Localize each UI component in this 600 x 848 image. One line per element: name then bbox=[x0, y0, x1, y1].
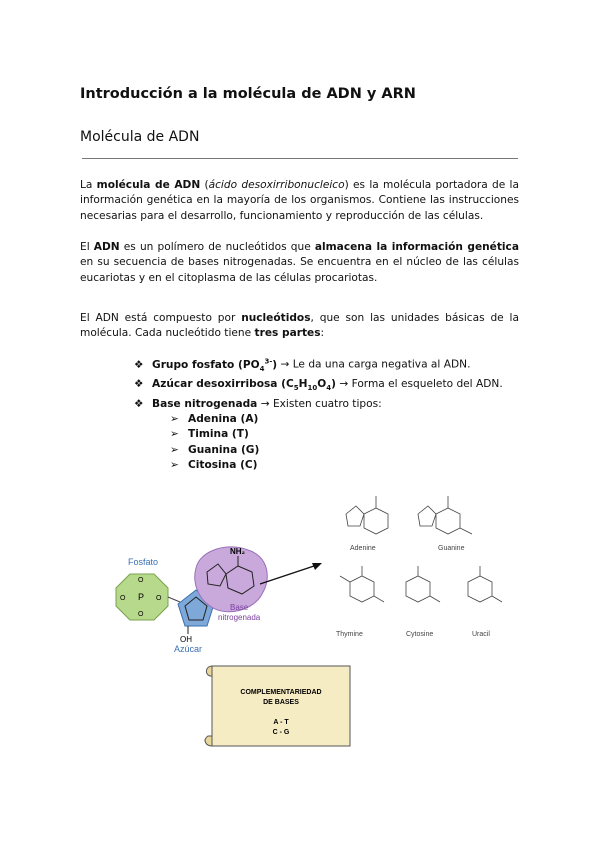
base-name: Citosina (C) bbox=[188, 459, 258, 472]
scroll-title: COMPLEMENTARIEDAD bbox=[240, 689, 322, 696]
diamond-bullet-icon: ❖ bbox=[134, 378, 144, 391]
molecule-label: Uracil bbox=[472, 631, 490, 638]
list-item-base bbox=[134, 443, 503, 458]
text: → Forma el esqueleto del ADN. bbox=[336, 378, 503, 391]
oxygen-atom: O bbox=[156, 595, 162, 602]
phosphate-label: Fosfato bbox=[128, 557, 159, 567]
parts-list bbox=[134, 354, 503, 474]
base-label-1: Base bbox=[230, 603, 249, 612]
phosphate-atom: P bbox=[138, 592, 145, 602]
base-pair: C - G bbox=[272, 729, 290, 736]
bold-term: Base nitrogenada bbox=[152, 397, 258, 410]
pyrimidine-structures bbox=[340, 566, 502, 602]
bold-term: nucleótidos bbox=[241, 312, 311, 324]
base-pair: A - T bbox=[273, 719, 289, 726]
bold-term: ADN bbox=[93, 241, 120, 253]
bold-term: Azúcar desoxirribosa $(C_5H_{10}O_4)$ bbox=[152, 378, 336, 393]
oxygen-atom: O bbox=[138, 611, 144, 618]
scroll-title: DE BASES bbox=[263, 699, 299, 706]
bold-term: almacena la información genética bbox=[314, 241, 519, 253]
bold-term: Grupo fosfato $(PO_4^{3-})$ bbox=[152, 357, 278, 373]
paragraph-definition bbox=[80, 178, 519, 224]
molecule-label: Thymine bbox=[336, 631, 363, 638]
bold-term: molécula de ADN bbox=[96, 179, 201, 191]
oxygen-atom: O bbox=[120, 595, 126, 602]
list-item-base bbox=[134, 427, 503, 442]
list-item bbox=[134, 377, 503, 397]
text: El ADN está compuesto por bbox=[80, 312, 242, 324]
text: ) es la molécula portadora de la información genética en la mayoría de los organismos. Contiene las instrucciones necesarias para el desarrollo, funcionamiento y reproducción de las células. bbox=[80, 179, 519, 222]
bold-term: tres partes bbox=[254, 327, 321, 340]
amino-label: NH₂ bbox=[230, 547, 246, 556]
text: → Le da una carga negativa al ADN. bbox=[277, 358, 471, 371]
sugar-label: Azúcar bbox=[174, 644, 203, 654]
divider bbox=[82, 158, 518, 159]
base-label-2: nitrogenada bbox=[218, 613, 261, 622]
oxygen-atom: O bbox=[138, 577, 144, 584]
molecule-label: Cytosine bbox=[406, 631, 434, 638]
scroll-curl-bottom bbox=[205, 736, 212, 746]
scroll-curl-top bbox=[206, 666, 212, 676]
base-name: Guanina (G) bbox=[188, 443, 260, 456]
arrow-bullet-icon: ➢ bbox=[170, 459, 179, 472]
section-subtitle: Molécula de ADN bbox=[80, 129, 200, 145]
diamond-bullet-icon: ❖ bbox=[134, 358, 144, 371]
list-item bbox=[134, 354, 503, 377]
arrow-head-icon bbox=[312, 563, 322, 570]
text: El bbox=[80, 241, 94, 253]
text: es un polímero de nucleótidos que bbox=[119, 241, 315, 253]
list-item bbox=[134, 397, 503, 412]
text: : bbox=[320, 327, 325, 340]
complementarity-scroll bbox=[205, 666, 350, 746]
text: → Existen cuatro tipos: bbox=[257, 397, 382, 410]
hydroxyl-label: OH bbox=[180, 635, 192, 644]
text: en su secuencia de bases nitrogenadas. Se encuentra en el núcleo de las células eucariotas y en el citoplasma de las células procariotas. bbox=[80, 256, 519, 284]
bond bbox=[168, 597, 180, 602]
diamond-bullet-icon: ❖ bbox=[134, 397, 144, 410]
base-name: Adenina (A) bbox=[188, 412, 259, 425]
arrow-bullet-icon: ➢ bbox=[170, 443, 179, 456]
paragraph-function bbox=[80, 240, 519, 286]
nucleotide-figure bbox=[0, 470, 600, 770]
page-title: Introducción a la molécula de ADN y ARN bbox=[80, 86, 416, 102]
arrow-bullet-icon: ➢ bbox=[170, 428, 179, 441]
arrow-bullet-icon: ➢ bbox=[170, 412, 179, 425]
text: ( bbox=[200, 179, 209, 191]
purine-structures bbox=[346, 496, 472, 534]
nucleotide-diagram bbox=[116, 547, 322, 654]
molecule-label: Guanine bbox=[438, 545, 465, 552]
base-name: Timina (T) bbox=[188, 428, 249, 441]
molecule-label: Adenine bbox=[350, 545, 376, 552]
italic-term: ácido desoxirribonucleico bbox=[208, 179, 345, 191]
text: La bbox=[80, 179, 97, 191]
text: , que son las unidades básicas de la molécula. Cada nucleótido tiene bbox=[80, 312, 519, 340]
arrow-line bbox=[260, 564, 320, 584]
list-item-base bbox=[134, 412, 503, 427]
paragraph-composition bbox=[80, 311, 519, 342]
